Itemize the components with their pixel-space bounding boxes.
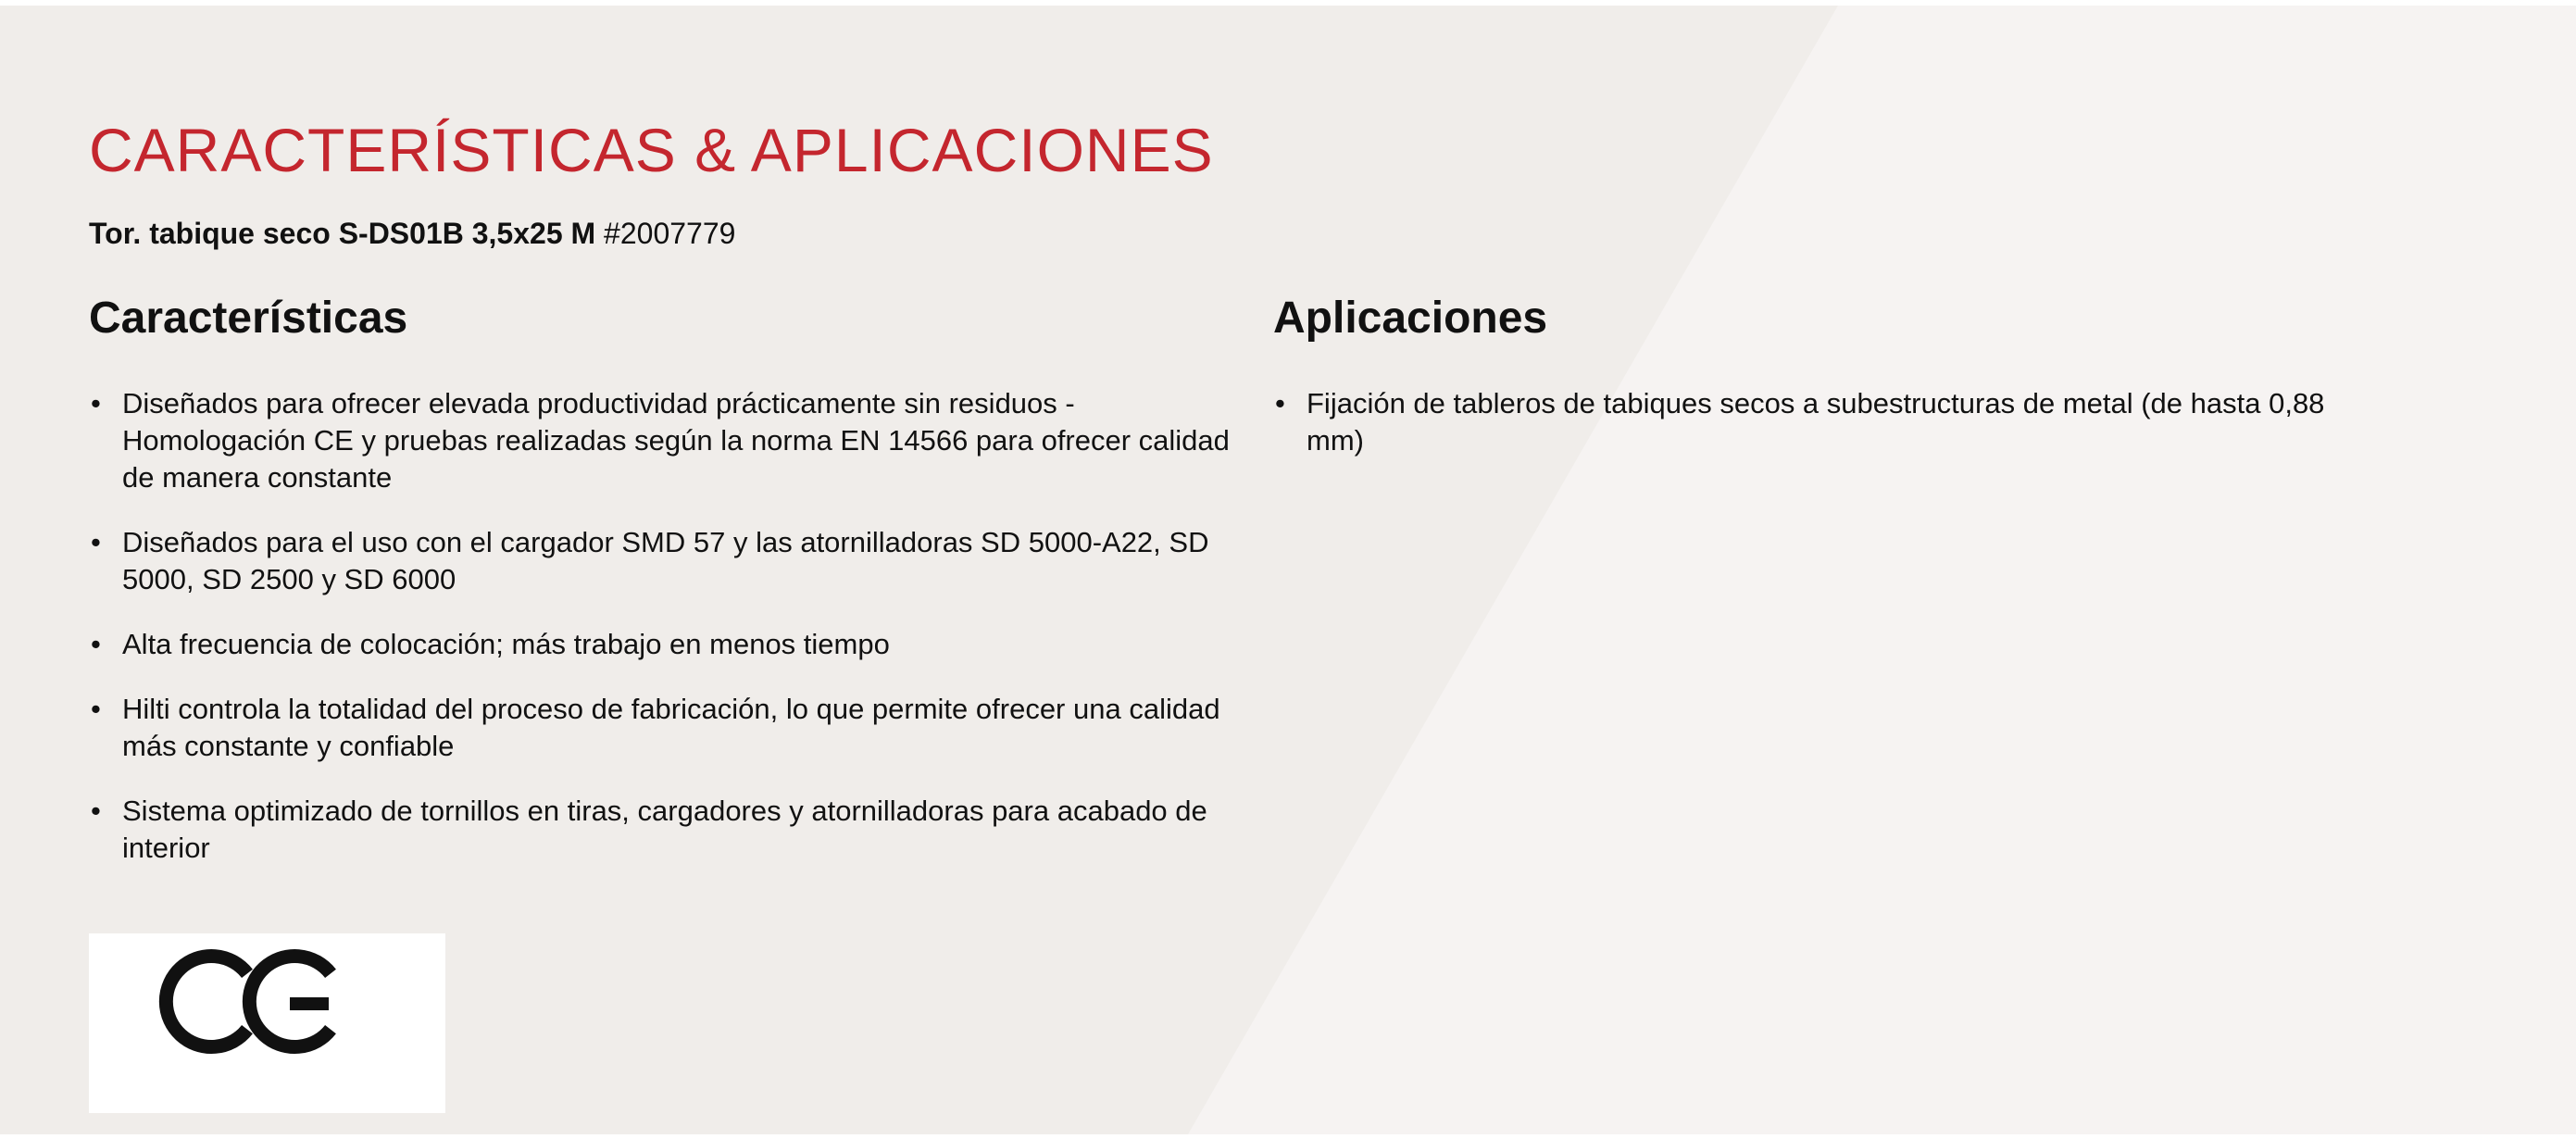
- page-title: CARACTERÍSTICAS & APLICACIONES: [89, 116, 1214, 184]
- list-item-text: Sistema optimizado de tornillos en tiras, cargadores y atornilladoras para acabado de interior: [122, 795, 1207, 864]
- caracteristicas-heading: Características: [89, 294, 408, 343]
- bullet-icon: •: [91, 526, 101, 558]
- ce-certification-badge: [89, 933, 445, 1113]
- list-item: [89, 626, 1246, 663]
- aplicaciones-list: [1273, 385, 2347, 459]
- bullet-icon: •: [91, 795, 101, 827]
- aplicaciones-section: [1273, 291, 2347, 487]
- caracteristicas-section: [89, 291, 1246, 895]
- list-item: [89, 793, 1246, 867]
- bullet-icon: •: [1275, 387, 1285, 419]
- list-item-text: Diseñados para ofrecer elevada productividad prácticamente sin residuos - Homologación CE y pruebas realizadas según la norma EN 14566 para ofrecer calidad de manera constante: [122, 387, 1230, 494]
- list-item-text: Fijación de tableros de tabiques secos a subestructuras de metal (de hasta 0,88 mm): [1307, 387, 2325, 457]
- product-name: Tor. tabique seco S-DS01B 3,5x25 M: [89, 217, 596, 250]
- bullet-icon: •: [91, 628, 101, 660]
- list-item-text: Alta frecuencia de colocación; más trabajo en menos tiempo: [122, 628, 890, 660]
- product-line: [89, 217, 735, 251]
- aplicaciones-heading: Aplicaciones: [1273, 294, 1548, 343]
- list-item: [89, 524, 1246, 598]
- list-item: [89, 691, 1246, 765]
- content: [0, 6, 2576, 1134]
- bullet-icon: •: [91, 387, 101, 419]
- list-item: [89, 385, 1246, 496]
- list-item: [1273, 385, 2347, 459]
- list-item-text: Diseñados para el uso con el cargador SMD 57 y las atornilladoras SD 5000-A22, SD 5000, SD 2500 y SD 6000: [122, 526, 1209, 595]
- product-id: #2007779: [604, 217, 736, 250]
- datasheet-page: [0, 6, 2576, 1134]
- bullet-icon: •: [91, 693, 101, 725]
- ce-mark-icon: [89, 933, 445, 1113]
- list-item-text: Hilti controla la totalidad del proceso de fabricación, lo que permite ofrecer una calidad más constante y confiable: [122, 693, 1220, 762]
- caracteristicas-list: [89, 385, 1246, 867]
